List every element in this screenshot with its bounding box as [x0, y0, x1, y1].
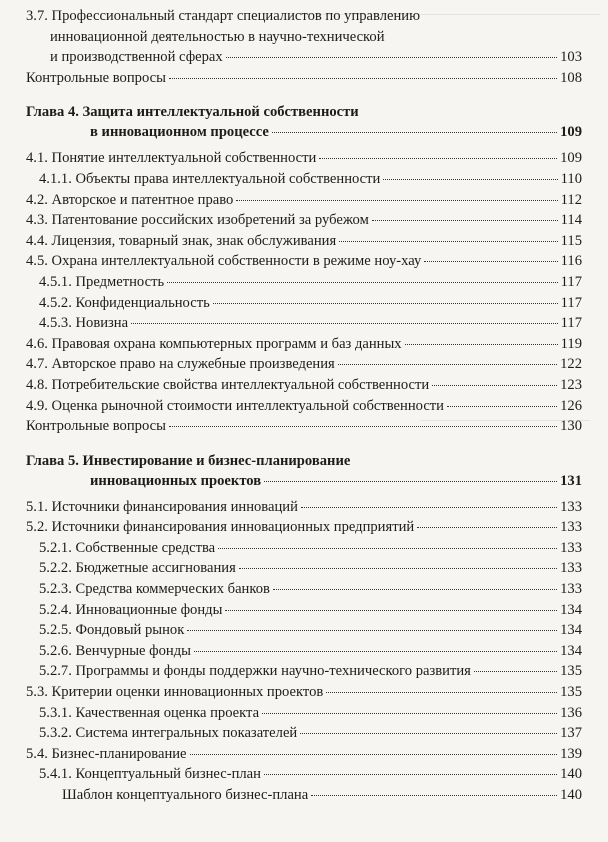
toc-entry-text: 3.7. Профессиональный стандарт специалистов по управлению — [26, 8, 421, 24]
toc-page-number: 122 — [560, 356, 582, 373]
toc-section-chapter-5 — [26, 497, 582, 806]
toc-entry-text: Контрольные вопросы — [26, 69, 166, 86]
toc-entry[interactable] — [26, 764, 582, 785]
toc-entry-text-cont: инновационной деятельностью в научно-технической — [50, 28, 385, 45]
dot-leader — [225, 610, 557, 611]
dot-leader — [226, 57, 557, 58]
dot-leader — [187, 630, 557, 631]
toc-entry[interactable] — [26, 231, 582, 252]
toc-entry-text: 5.2. Источники финансирования инновационных предприятий — [26, 519, 415, 536]
toc-entry[interactable] — [26, 334, 582, 355]
toc-entry[interactable] — [26, 785, 582, 806]
table-of-contents — [26, 6, 582, 806]
dot-leader — [264, 481, 557, 482]
toc-entry-text: 4.8. Потребительские свойства интеллектуальной собственности — [26, 376, 430, 393]
toc-entry[interactable] — [26, 682, 582, 703]
toc-entry-text: 5.3.2. Система интегральных показателей — [39, 725, 298, 742]
toc-page-number: 108 — [560, 69, 582, 86]
dot-leader — [300, 733, 557, 734]
chapter-title: Глава 4. Защита интеллектуальной собственности — [26, 104, 359, 121]
toc-entry[interactable] — [26, 497, 582, 518]
toc-entry[interactable] — [26, 313, 582, 334]
dot-leader — [301, 507, 557, 508]
toc-chapter-4[interactable] — [26, 102, 582, 142]
toc-entry-text: 4.3. Патентование российских изобретений за рубежом — [26, 212, 369, 229]
toc-page-number: 114 — [560, 212, 582, 229]
dot-leader — [272, 132, 557, 133]
toc-entry-text: 4.9. Оценка рыночной стоимости интеллектуальной собственности — [26, 397, 444, 414]
toc-page-number: 131 — [560, 472, 582, 489]
toc-page-number: 139 — [560, 745, 582, 762]
toc-entry-3-7[interactable] — [26, 6, 582, 68]
toc-page-number: 133 — [560, 539, 582, 556]
dot-leader — [432, 385, 557, 386]
toc-page-number: 133 — [560, 498, 582, 515]
toc-entry-text: 5.2.1. Собственные средства — [39, 539, 216, 556]
toc-entry-text: 5.2.4. Инновационные фонды — [39, 601, 223, 618]
toc-page-number: 116 — [560, 253, 582, 270]
toc-entry-text: 4.5.3. Новизна — [39, 315, 129, 332]
toc-entry-text: 4.7. Авторское право на служебные произведения — [26, 356, 335, 373]
toc-entry-text: Контрольные вопросы — [26, 418, 166, 435]
toc-page-number: 134 — [560, 642, 582, 659]
dot-leader — [264, 774, 557, 775]
toc-entry[interactable] — [26, 620, 582, 641]
toc-entry[interactable] — [26, 354, 582, 375]
toc-entry-text: 5.3. Критерии оценки инновационных проектов — [26, 684, 324, 701]
chapter-title-cont: инновационных проектов — [90, 472, 262, 489]
dot-leader — [424, 261, 557, 262]
toc-page-number: 136 — [560, 704, 582, 721]
toc-page-number: 112 — [560, 191, 582, 208]
toc-page-number: 109 — [560, 150, 582, 167]
dot-leader — [236, 200, 557, 201]
toc-page-number: 110 — [560, 170, 582, 187]
toc-page-number: 140 — [560, 766, 582, 783]
toc-entry[interactable] — [26, 600, 582, 621]
toc-page-number: 133 — [560, 581, 582, 598]
dot-leader — [474, 671, 557, 672]
toc-entry-text: 5.2.3. Средства коммерческих банков — [39, 581, 270, 598]
toc-entry-text: 4.5.2. Конфиденциальность — [39, 294, 210, 311]
toc-entry[interactable] — [26, 579, 582, 600]
toc-entry[interactable] — [26, 396, 582, 417]
dot-leader — [273, 589, 557, 590]
toc-entry[interactable] — [26, 723, 582, 744]
toc-entry-text: 5.4. Бизнес-планирование — [26, 745, 187, 762]
toc-page-number: 119 — [560, 335, 582, 352]
dot-leader — [239, 568, 557, 569]
toc-entry-text: 4.6. Правовая охрана компьютерных программ и баз данных — [26, 335, 402, 352]
toc-page-number: 130 — [560, 418, 582, 435]
toc-entry-text: 5.2.6. Венчурные фонды — [39, 642, 191, 659]
toc-entry[interactable] — [26, 251, 582, 272]
toc-page-number: 134 — [560, 601, 582, 618]
toc-chapter-5[interactable] — [26, 451, 582, 491]
toc-entry-text: 5.1. Источники финансирования инноваций — [26, 498, 298, 515]
toc-page-number: 123 — [560, 376, 582, 393]
toc-page-number: 137 — [560, 725, 582, 742]
toc-page-number: 117 — [560, 294, 582, 311]
toc-entry[interactable] — [26, 272, 582, 293]
toc-entry[interactable] — [26, 538, 582, 559]
toc-entry[interactable] — [26, 744, 582, 765]
dot-leader — [169, 78, 557, 79]
dot-leader — [405, 344, 558, 345]
dot-leader — [213, 303, 558, 304]
toc-entry[interactable] — [26, 190, 582, 211]
dot-leader — [372, 220, 558, 221]
dot-leader — [167, 282, 558, 283]
toc-entry-text: 4.5.1. Предметность — [39, 273, 165, 290]
toc-entry-text: 4.5. Охрана интеллектуальной собственности в режиме ноу-хау — [26, 253, 422, 270]
toc-entry-text-cont: и производственной сферах — [50, 49, 223, 66]
toc-page-number: 133 — [560, 519, 582, 536]
toc-entry[interactable] — [26, 293, 582, 314]
dot-leader — [218, 548, 557, 549]
dot-leader — [447, 406, 557, 407]
toc-entry[interactable] — [26, 517, 582, 538]
toc-page-number: 135 — [560, 663, 582, 680]
toc-page-number: 109 — [560, 124, 582, 141]
toc-entry-text: Шаблон концептуального бизнес-плана — [62, 787, 309, 803]
toc-section-chapter-4 — [26, 148, 582, 436]
toc-entry[interactable] — [26, 416, 582, 437]
toc-entry[interactable] — [26, 641, 582, 662]
dot-leader — [383, 179, 557, 180]
toc-page-number: 103 — [560, 49, 582, 66]
toc-entry-text: 5.2.2. Бюджетные ассигнования — [39, 560, 236, 577]
toc-page-number: 117 — [560, 273, 582, 290]
dot-leader — [311, 795, 557, 796]
toc-entry-text: 5.4.1. Концептуальный бизнес-план — [39, 766, 261, 783]
toc-entry[interactable] — [26, 210, 582, 231]
toc-entry[interactable] — [26, 169, 582, 190]
toc-entry-text: 4.2. Авторское и патентное право — [26, 191, 234, 208]
toc-page-number: 140 — [560, 787, 582, 803]
dot-leader — [262, 713, 557, 714]
chapter-title-cont: в инновационном процессе — [90, 124, 269, 141]
toc-entry-text: 5.3.1. Качественная оценка проекта — [39, 704, 260, 721]
toc-page-number: 115 — [560, 232, 582, 249]
toc-entry[interactable] — [26, 148, 582, 169]
dot-leader — [326, 692, 557, 693]
toc-entry-review-questions-3[interactable] — [26, 68, 582, 89]
toc-page-number: 135 — [560, 684, 582, 701]
toc-entry-text: 5.2.5. Фондовый рынок — [39, 622, 185, 639]
chapter-title: Глава 5. Инвестирование и бизнес-планирование — [26, 452, 351, 469]
toc-entry-text: 4.1.1. Объекты права интеллектуальной собственности — [39, 170, 381, 187]
dot-leader — [190, 754, 558, 755]
toc-entry[interactable] — [26, 558, 582, 579]
dot-leader — [339, 241, 557, 242]
dot-leader — [338, 364, 557, 365]
toc-entry[interactable] — [26, 661, 582, 682]
dot-leader — [131, 323, 558, 324]
toc-entry-text: 4.1. Понятие интеллектуальной собственности — [26, 150, 317, 167]
toc-page-number: 126 — [560, 397, 582, 414]
dot-leader — [169, 426, 557, 427]
dot-leader — [417, 527, 557, 528]
toc-page-number: 134 — [560, 622, 582, 639]
toc-entry[interactable] — [26, 375, 582, 396]
toc-page-number: 117 — [560, 315, 582, 332]
toc-entry-text: 4.4. Лицензия, товарный знак, знак обслуживания — [26, 232, 337, 249]
toc-entry-text: 5.2.7. Программы и фонды поддержки научно-технического развития — [39, 663, 471, 680]
dot-leader — [319, 158, 557, 159]
dot-leader — [194, 651, 557, 652]
toc-page-number: 133 — [560, 560, 582, 577]
toc-entry[interactable] — [26, 703, 582, 724]
